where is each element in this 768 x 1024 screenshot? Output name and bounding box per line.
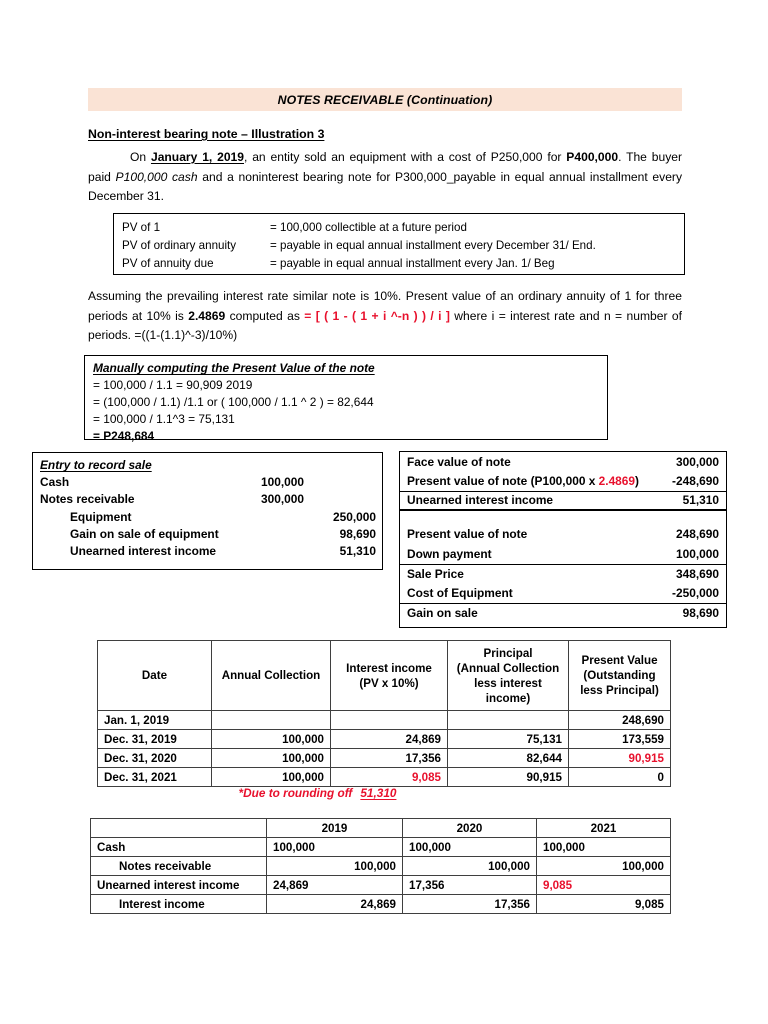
yearly-entries-table (90, 818, 671, 914)
table-row (91, 857, 671, 876)
header-principal-line: (Annual Collection (456, 661, 560, 675)
cell-date: Jan. 1, 2019 (98, 711, 212, 730)
pv-definitions-box (113, 213, 685, 275)
amortization-table (97, 640, 671, 787)
cell-2020: 17,356 (403, 876, 537, 895)
cell-present-value: 0 (569, 768, 671, 787)
cell-interest: 24,869 (331, 730, 448, 749)
cell-2019: 24,869 (267, 895, 403, 914)
present-value-row-2 (400, 525, 726, 545)
sale-price-amount: 348,690 (676, 566, 719, 581)
document-title-banner (88, 88, 682, 111)
cell-account: Unearned interest income (91, 876, 267, 895)
header-pv-line: (Outstanding (583, 669, 656, 682)
cell-2021: 100,000 (537, 857, 671, 876)
pv-label-part-2: ) (635, 474, 639, 489)
manual-pv-line: = 100,000 / 1.1 = 90,909 2019 (93, 378, 253, 392)
cell-collection: 100,000 (212, 749, 331, 768)
cell-date: Dec. 31, 2019 (98, 730, 212, 749)
cell-date: Dec. 31, 2021 (98, 768, 212, 787)
cell-present-value: 90,915 (569, 749, 671, 768)
cell-2019: 100,000 (267, 838, 403, 857)
journal-account-name: Equipment (70, 509, 132, 524)
journal-debit-amount (226, 509, 304, 526)
manual-pv-title: Manually computing the Present Value of the note (93, 361, 375, 375)
cell-2020: 100,000 (403, 857, 537, 876)
table-row (98, 730, 671, 749)
header-annual-collection (212, 641, 331, 711)
header-pv-line: Present Value (581, 654, 658, 667)
unearned-interest-amount: 51,310 (682, 493, 719, 508)
table-row (98, 749, 671, 768)
intro-text-5: and a noninterest bearing note for (197, 169, 396, 184)
unearned-interest-row (400, 491, 726, 511)
intro-text-1: On (130, 150, 151, 164)
gain-on-sale-label: Gain on sale (407, 605, 478, 620)
cell-collection: 100,000 (212, 768, 331, 787)
cost-of-equipment-label: Cost of Equipment (407, 585, 513, 600)
table-row (98, 711, 671, 730)
table-row (91, 838, 671, 857)
journal-entry-title: Entry to record sale (40, 458, 152, 472)
assumption-text-2: computed as (225, 308, 305, 323)
cell-2021: 9,085 (537, 895, 671, 914)
pv-definition-value: = payable in equal annual installment every Jan. 1/ Beg (270, 257, 555, 270)
cell-2021: 9,085 (537, 876, 671, 895)
header-account (91, 819, 267, 838)
header-interest-line: (PV x 10%) (359, 676, 419, 690)
header-principal-line: less interest (474, 676, 542, 690)
intro-date: January 1, 2019 (150, 150, 245, 164)
header-pv-line: less Principal) (580, 684, 659, 697)
cell-account: Cash (91, 838, 267, 857)
journal-entry-box (32, 452, 383, 570)
pv-definition-label: PV of ordinary annuity (122, 239, 237, 252)
intro-text-3: for (542, 150, 567, 164)
cell-collection (212, 711, 331, 730)
journal-account-name: Gain on sale of equipment (70, 526, 219, 541)
down-payment-row (400, 544, 726, 564)
table-row (98, 768, 671, 787)
cell-2019: 24,869 (267, 876, 403, 895)
gain-on-sale-row (400, 603, 726, 623)
rounding-note-text: *Due to rounding off (238, 786, 353, 800)
cell-date: Dec. 31, 2020 (98, 749, 212, 768)
header-date (98, 641, 212, 711)
cell-present-value: 248,690 (569, 711, 671, 730)
intro-text-6: _payable in equal annual installment every December 31. (88, 169, 682, 203)
manual-pv-line: = 100,000 / 1.1^3 = 75,131 (93, 412, 235, 426)
cell-account: Notes receivable (91, 857, 267, 876)
pv-definition-row (122, 237, 684, 255)
journal-credit-amount: 250,000 (333, 509, 376, 524)
header-date-line: Date (141, 669, 168, 682)
journal-credit-amount (304, 474, 376, 491)
cost-of-equipment-amount: -250,000 (672, 585, 719, 600)
manual-pv-line: = (100,000 / 1.1) /1.1 or ( 100,000 / 1.1 ^ 2 ) = 82,644 (93, 395, 374, 409)
cell-2020: 100,000 (403, 838, 537, 857)
unearned-interest-label: Unearned interest income (407, 493, 554, 508)
present-value-amount: -248,690 (672, 474, 719, 489)
assumption-paragraph (88, 287, 682, 346)
pv-label-part-1: Present value of note (P100,000 x (407, 474, 599, 489)
cell-principal: 90,915 (448, 768, 569, 787)
header-interest-income (331, 641, 448, 711)
assumption-text-3: where i = interest rate and n = number of periods. =((1-(1.1)^-3)/10%) (88, 308, 682, 342)
cell-account: Interest income (91, 895, 267, 914)
sale-price-row (400, 564, 726, 584)
header-principal-line: income) (485, 691, 531, 705)
header-year-2020: 2020 (403, 819, 537, 838)
yearly-header-row (91, 819, 671, 838)
header-principal-line: Principal (483, 646, 533, 660)
cell-principal: 75,131 (448, 730, 569, 749)
journal-debit-amount (226, 543, 304, 560)
rounding-note-amount: 51,310 (360, 786, 397, 800)
cell-present-value: 173,559 (569, 730, 671, 749)
journal-credit-amount: 51,310 (339, 544, 376, 559)
journal-account-name: Unearned interest income (70, 544, 217, 559)
face-value-amount: 300,000 (676, 454, 719, 469)
journal-entry-row (40, 491, 376, 508)
cell-collection: 100,000 (212, 730, 331, 749)
cell-principal (448, 711, 569, 730)
face-value-row (400, 452, 726, 472)
down-payment-label: Down payment (407, 546, 492, 561)
cell-2019: 100,000 (267, 857, 403, 876)
pv-factor: 2.4869 (598, 474, 636, 489)
assumption-text-1: Assuming the prevailing interest rate similar note is 10%. Present value of an ordinary annuity of 1 for three periods at 10% is (88, 289, 682, 323)
journal-credit-amount: 98,690 (339, 526, 376, 541)
intro-text-2: , an entity sold an equipment with a cost of (244, 150, 491, 164)
annuity-factor: 2.4869 (188, 308, 226, 323)
journal-credit-amount (304, 491, 376, 508)
journal-debit-amount (226, 526, 304, 543)
cell-2020: 17,356 (403, 895, 537, 914)
journal-debit-amount: 100,000 (261, 475, 304, 489)
cell-2021: 100,000 (537, 838, 671, 857)
manual-pv-total: = P248,684 (93, 429, 155, 443)
pv-definition-value: = payable in equal annual installment every December 31/ End. (270, 239, 596, 252)
journal-entry-row (40, 474, 376, 491)
header-year-2021: 2021 (537, 819, 671, 838)
journal-entry-row (40, 526, 376, 543)
pv-definition-value: = 100,000 collectible at a future period (270, 221, 467, 234)
pv-definition-label: PV of annuity due (122, 257, 214, 270)
pv-definition-label: PV of 1 (122, 221, 161, 234)
annuity-formula: = [ ( 1 - ( 1 + i ^-n ) ) / i ] (304, 308, 450, 323)
intro-price: P400,000 (566, 150, 619, 164)
header-present-value (569, 641, 671, 711)
sale-price-label: Sale Price (407, 566, 464, 581)
intro-cost: P250,000 (490, 150, 543, 164)
header-collection-line: Annual Collection (221, 669, 321, 682)
intro-paragraph (88, 148, 682, 207)
gain-on-sale-amount: 98,690 (682, 605, 719, 620)
pv-definition-row (122, 255, 684, 273)
journal-entry-row (40, 543, 376, 560)
present-value-label-2: Present value of note (407, 527, 528, 542)
cell-principal: 82,644 (448, 749, 569, 768)
present-value-label (407, 474, 672, 488)
computation-box (399, 451, 727, 628)
cell-interest (331, 711, 448, 730)
journal-entry-row (40, 509, 376, 526)
header-year-2019: 2019 (267, 819, 403, 838)
manual-pv-box (84, 355, 608, 443)
table-row (91, 895, 671, 914)
page-title: NOTES RECEIVABLE (Continuation) (277, 92, 493, 107)
intro-cash: P100,000 cash (115, 169, 198, 184)
face-value-label: Face value of note (407, 454, 511, 469)
journal-debit-amount: 300,000 (261, 492, 304, 507)
journal-account-name: Cash (40, 475, 70, 489)
section-heading: Non-interest bearing note – Illustration 3 (88, 127, 325, 141)
table-row (91, 876, 671, 895)
header-principal (448, 641, 569, 711)
amortization-header-row (98, 641, 671, 711)
present-value-amount-2: 248,690 (676, 527, 719, 542)
pv-definition-row (122, 219, 684, 237)
cell-interest: 9,085 (331, 768, 448, 787)
rounding-note (97, 786, 670, 800)
computation-spacer (400, 511, 726, 525)
present-value-row (400, 472, 726, 492)
intro-text-4: . The buyer paid (88, 150, 682, 184)
down-payment-amount: 100,000 (676, 546, 719, 561)
journal-account-name: Notes receivable (40, 492, 135, 507)
header-interest-line: Interest income (346, 661, 432, 675)
intro-note-amount: P300,000 (395, 169, 447, 184)
cost-of-equipment-row (400, 583, 726, 603)
cell-interest: 17,356 (331, 749, 448, 768)
